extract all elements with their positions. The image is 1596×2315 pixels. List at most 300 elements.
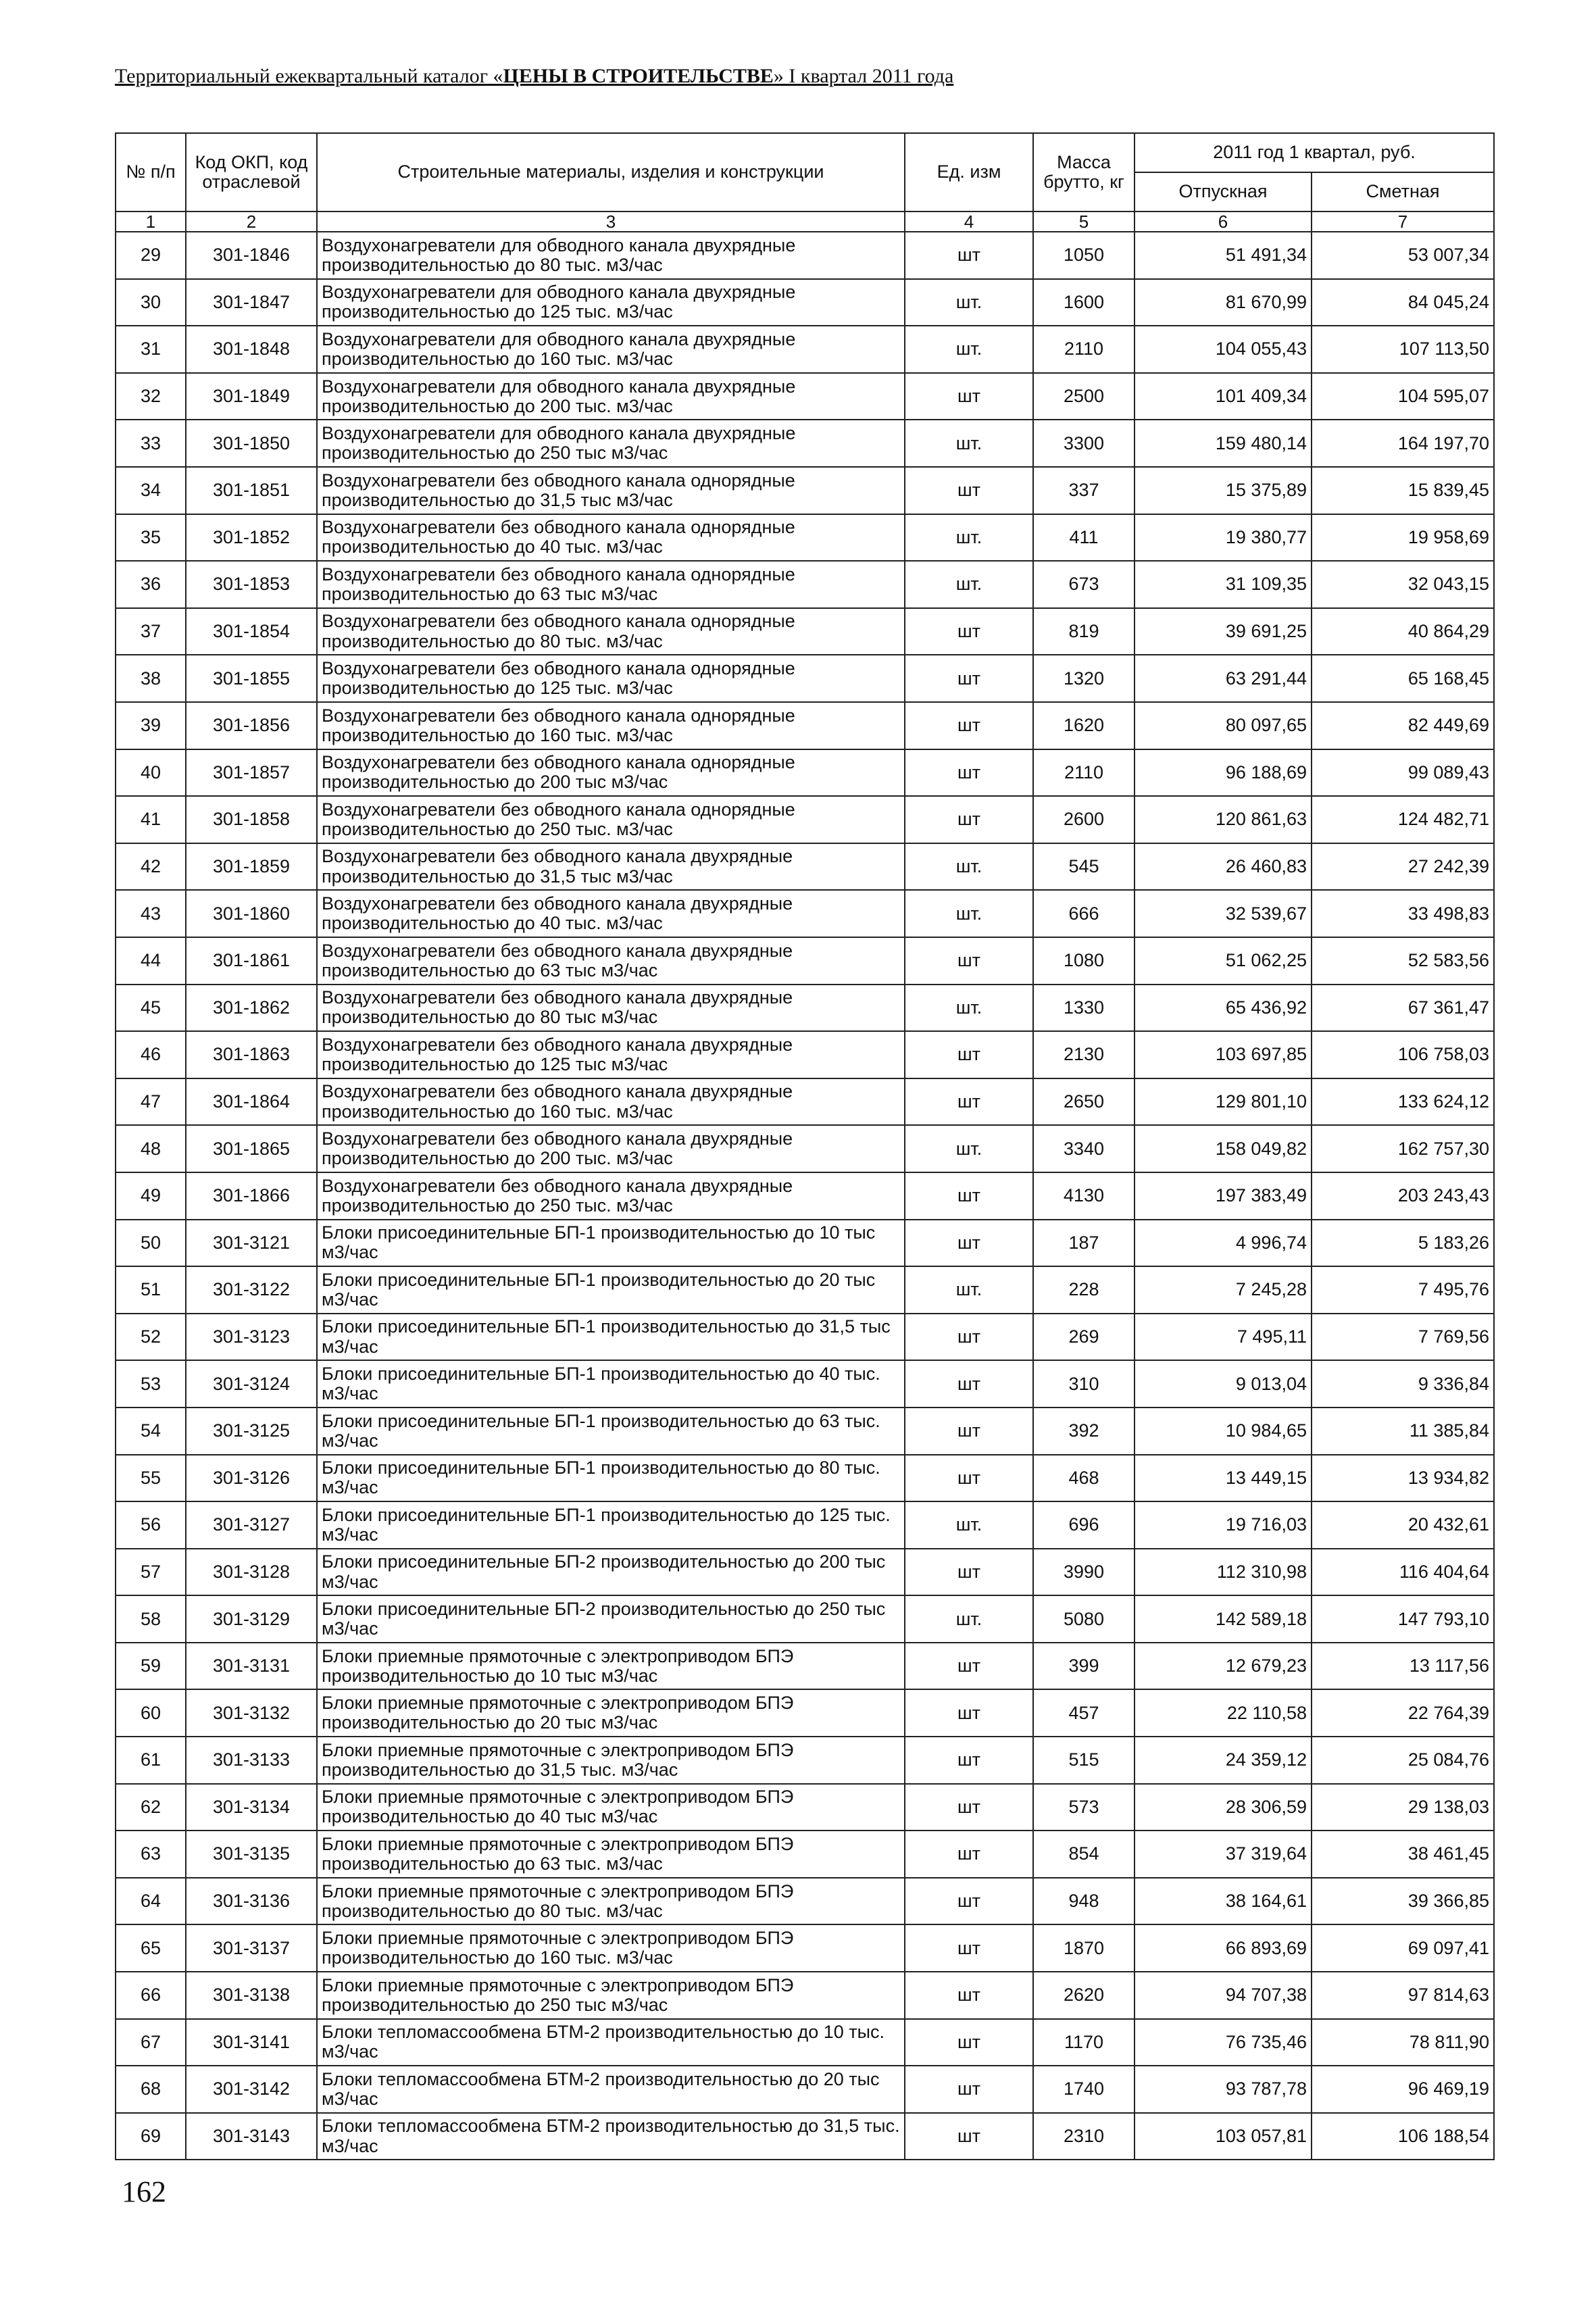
estimate-price: 20 432,61 <box>1312 1501 1494 1549</box>
item-name: Блоки приемные прямоточные с электроприводом БПЭ производительностью до 31,5 тыс. м3/час <box>317 1737 905 1784</box>
estimate-price: 38 461,45 <box>1312 1831 1494 1878</box>
okp-code: 301-3143 <box>186 2113 317 2160</box>
col-header-unit: Ед. изм <box>905 133 1033 211</box>
row-number: 36 <box>116 561 186 608</box>
row-number: 35 <box>116 514 186 562</box>
row-number: 48 <box>116 1125 186 1172</box>
okp-code: 301-3138 <box>186 1972 317 2019</box>
table-row <box>116 279 1494 326</box>
unit: шт <box>905 1924 1033 1972</box>
okp-code: 301-1853 <box>186 561 317 608</box>
item-name: Блоки присоединительные БП-2 производительностью до 250 тыс м3/час <box>317 1595 905 1643</box>
unit: шт <box>905 1549 1033 1596</box>
release-price: 129 801,10 <box>1134 1078 1312 1126</box>
release-price: 103 697,85 <box>1134 1031 1312 1078</box>
okp-code: 301-3127 <box>186 1501 317 1549</box>
estimate-price: 107 113,50 <box>1312 326 1494 373</box>
table-row <box>116 608 1494 655</box>
unit: шт. <box>905 985 1033 1032</box>
estimate-price: 19 958,69 <box>1312 514 1494 562</box>
table-body <box>116 232 1494 2160</box>
unit: шт <box>905 1031 1033 1078</box>
gross-mass: 468 <box>1033 1455 1134 1502</box>
okp-code: 301-3121 <box>186 1220 317 1267</box>
item-name: Воздухонагреватели без обводного канала двухрядные производительностью до 250 тыс. м3/час <box>317 1172 905 1220</box>
release-price: 19 380,77 <box>1134 514 1312 562</box>
item-name: Воздухонагреватели без обводного канала двухрядные производительностью до 31,5 тыс м3/час <box>317 843 905 891</box>
estimate-price: 116 404,64 <box>1312 1549 1494 1596</box>
table-row <box>116 1172 1494 1220</box>
unit: шт <box>905 796 1033 843</box>
colnum: 1 <box>116 211 186 232</box>
unit: шт <box>905 2019 1033 2066</box>
row-number: 61 <box>116 1737 186 1784</box>
release-price: 12 679,23 <box>1134 1643 1312 1690</box>
col-header-mass: Масса брутто, кг <box>1033 133 1134 211</box>
row-number: 53 <box>116 1360 186 1408</box>
table-row <box>116 1643 1494 1690</box>
item-name: Воздухонагреватели без обводного канала однорядные производительностью до 40 тыс. м3/час <box>317 514 905 562</box>
unit: шт <box>905 467 1033 514</box>
release-price: 7 245,28 <box>1134 1266 1312 1314</box>
estimate-price: 104 595,07 <box>1312 373 1494 420</box>
page-header <box>115 65 1095 88</box>
row-number: 41 <box>116 796 186 843</box>
estimate-price: 15 839,45 <box>1312 467 1494 514</box>
release-price: 22 110,58 <box>1134 1689 1312 1737</box>
table-row <box>116 655 1494 702</box>
okp-code: 301-3142 <box>186 2066 317 2113</box>
okp-code: 301-3136 <box>186 1878 317 1925</box>
table-row <box>116 1924 1494 1972</box>
table-row <box>116 843 1494 891</box>
okp-code: 301-1857 <box>186 749 317 797</box>
okp-code: 301-1866 <box>186 1172 317 1220</box>
item-name: Воздухонагреватели без обводного канала двухрядные производительностью до 80 тыс м3/час <box>317 985 905 1032</box>
gross-mass: 2650 <box>1033 1078 1134 1126</box>
table-row <box>116 1220 1494 1267</box>
okp-code: 301-1852 <box>186 514 317 562</box>
table-row <box>116 1831 1494 1878</box>
unit: шт <box>905 1220 1033 1267</box>
unit: шт <box>905 1408 1033 1455</box>
row-number: 52 <box>116 1314 186 1361</box>
unit: шт <box>905 749 1033 797</box>
item-name: Блоки приемные прямоточные с электроприводом БПЭ производительностью до 160 тыс. м3/час <box>317 1924 905 1972</box>
release-price: 197 383,49 <box>1134 1172 1312 1220</box>
estimate-price: 29 138,03 <box>1312 1784 1494 1831</box>
estimate-price: 11 385,84 <box>1312 1408 1494 1455</box>
row-number: 60 <box>116 1689 186 1737</box>
estimate-price: 164 197,70 <box>1312 420 1494 467</box>
okp-code: 301-1855 <box>186 655 317 702</box>
unit: шт <box>905 1360 1033 1408</box>
table-row <box>116 890 1494 937</box>
item-name: Блоки присоединительные БП-1 производительностью до 10 тыс м3/час <box>317 1220 905 1267</box>
gross-mass: 1170 <box>1033 2019 1134 2066</box>
release-price: 51 062,25 <box>1134 937 1312 985</box>
release-price: 9 013,04 <box>1134 1360 1312 1408</box>
okp-code: 301-1865 <box>186 1125 317 1172</box>
estimate-price: 133 624,12 <box>1312 1078 1494 1126</box>
row-number: 42 <box>116 843 186 891</box>
table-row <box>116 1501 1494 1549</box>
gross-mass: 3300 <box>1033 420 1134 467</box>
colnum: 2 <box>186 211 317 232</box>
estimate-price: 7 769,56 <box>1312 1314 1494 1361</box>
release-price: 120 861,63 <box>1134 796 1312 843</box>
item-name: Блоки приемные прямоточные с электроприводом БПЭ производительностью до 80 тыс. м3/час <box>317 1878 905 1925</box>
release-price: 15 375,89 <box>1134 467 1312 514</box>
table-row <box>116 796 1494 843</box>
row-number: 32 <box>116 373 186 420</box>
unit: шт <box>905 1314 1033 1361</box>
estimate-price: 53 007,34 <box>1312 232 1494 279</box>
gross-mass: 854 <box>1033 1831 1134 1878</box>
release-price: 80 097,65 <box>1134 702 1312 749</box>
unit: шт <box>905 1784 1033 1831</box>
gross-mass: 1320 <box>1033 655 1134 702</box>
col-header-name: Строительные материалы, изделия и конструкции <box>317 133 905 211</box>
release-price: 76 735,46 <box>1134 2019 1312 2066</box>
colnum: 3 <box>317 211 905 232</box>
unit: шт <box>905 2113 1033 2160</box>
table-row <box>116 326 1494 373</box>
okp-code: 301-1850 <box>186 420 317 467</box>
okp-code: 301-3128 <box>186 1549 317 1596</box>
okp-code: 301-3131 <box>186 1643 317 1690</box>
item-name: Блоки присоединительные БП-2 производительностью до 200 тыс м3/час <box>317 1549 905 1596</box>
release-price: 38 164,61 <box>1134 1878 1312 1925</box>
okp-code: 301-1856 <box>186 702 317 749</box>
item-name: Блоки присоединительные БП-1 производительностью до 20 тыс м3/час <box>317 1266 905 1314</box>
release-price: 39 691,25 <box>1134 608 1312 655</box>
okp-code: 301-3122 <box>186 1266 317 1314</box>
table-row <box>116 937 1494 985</box>
release-price: 142 589,18 <box>1134 1595 1312 1643</box>
release-price: 112 310,98 <box>1134 1549 1312 1596</box>
gross-mass: 1620 <box>1033 702 1134 749</box>
item-name: Блоки приемные прямоточные с электроприводом БПЭ производительностью до 63 тыс. м3/час <box>317 1831 905 1878</box>
release-price: 101 409,34 <box>1134 373 1312 420</box>
item-name: Воздухонагреватели без обводного канала двухрядные производительностью до 200 тыс. м3/час <box>317 1125 905 1172</box>
estimate-price: 27 242,39 <box>1312 843 1494 891</box>
item-name: Блоки приемные прямоточные с электроприводом БПЭ производительностью до 20 тыс м3/час <box>317 1689 905 1737</box>
row-number: 67 <box>116 2019 186 2066</box>
okp-code: 301-1860 <box>186 890 317 937</box>
row-number: 31 <box>116 326 186 373</box>
release-price: 7 495,11 <box>1134 1314 1312 1361</box>
gross-mass: 187 <box>1033 1220 1134 1267</box>
col-header-price-group: 2011 год 1 квартал, руб. <box>1134 133 1494 172</box>
gross-mass: 269 <box>1033 1314 1134 1361</box>
table-row <box>116 467 1494 514</box>
item-name: Блоки тепломассообмена БТМ-2 производительностью до 31,5 тыс. м3/час <box>317 2113 905 2160</box>
unit: шт <box>905 608 1033 655</box>
table-row <box>116 1031 1494 1078</box>
table-row <box>116 373 1494 420</box>
gross-mass: 411 <box>1033 514 1134 562</box>
row-number: 59 <box>116 1643 186 1690</box>
price-table <box>115 132 1495 2160</box>
row-number: 44 <box>116 937 186 985</box>
colnum: 7 <box>1312 211 1494 232</box>
item-name: Воздухонагреватели для обводного канала двухрядные производительностью до 250 тыс м3/час <box>317 420 905 467</box>
gross-mass: 392 <box>1033 1408 1134 1455</box>
okp-code: 301-3135 <box>186 1831 317 1878</box>
release-price: 32 539,67 <box>1134 890 1312 937</box>
table-row <box>116 1549 1494 1596</box>
gross-mass: 2110 <box>1033 326 1134 373</box>
header-prefix: Территориальный ежеквартальный каталог « <box>115 65 503 87</box>
unit: шт. <box>905 514 1033 562</box>
release-price: 31 109,35 <box>1134 561 1312 608</box>
unit: шт. <box>905 1595 1033 1643</box>
release-price: 13 449,15 <box>1134 1455 1312 1502</box>
gross-mass: 515 <box>1033 1737 1134 1784</box>
okp-code: 301-3133 <box>186 1737 317 1784</box>
gross-mass: 1330 <box>1033 985 1134 1032</box>
item-name: Блоки присоединительные БП-1 производительностью до 40 тыс. м3/час <box>317 1360 905 1408</box>
row-number: 39 <box>116 702 186 749</box>
item-name: Воздухонагреватели без обводного канала двухрядные производительностью до 160 тыс. м3/час <box>317 1078 905 1126</box>
okp-code: 301-3137 <box>186 1924 317 1972</box>
item-name: Воздухонагреватели без обводного канала двухрядные производительностью до 40 тыс. м3/час <box>317 890 905 937</box>
gross-mass: 673 <box>1033 561 1134 608</box>
row-number: 38 <box>116 655 186 702</box>
okp-code: 301-3141 <box>186 2019 317 2066</box>
item-name: Воздухонагреватели без обводного канала двухрядные производительностью до 63 тыс м3/час <box>317 937 905 985</box>
item-name: Воздухонагреватели для обводного канала двухрядные производительностью до 80 тыс. м3/час <box>317 232 905 279</box>
unit: шт. <box>905 420 1033 467</box>
row-number: 57 <box>116 1549 186 1596</box>
row-number: 68 <box>116 2066 186 2113</box>
estimate-price: 5 183,26 <box>1312 1220 1494 1267</box>
colnum: 5 <box>1033 211 1134 232</box>
table-row <box>116 1737 1494 1784</box>
row-number: 37 <box>116 608 186 655</box>
okp-code: 301-1851 <box>186 467 317 514</box>
unit: шт <box>905 1643 1033 1690</box>
item-name: Блоки присоединительные БП-1 производительностью до 63 тыс. м3/час <box>317 1408 905 1455</box>
unit: шт <box>905 1078 1033 1126</box>
table-row <box>116 1595 1494 1643</box>
col-header-estimate: Сметная <box>1312 172 1494 211</box>
row-number: 33 <box>116 420 186 467</box>
okp-code: 301-3126 <box>186 1455 317 1502</box>
table-row <box>116 1972 1494 2019</box>
estimate-price: 84 045,24 <box>1312 279 1494 326</box>
release-price: 103 057,81 <box>1134 2113 1312 2160</box>
estimate-price: 82 449,69 <box>1312 702 1494 749</box>
estimate-price: 65 168,45 <box>1312 655 1494 702</box>
estimate-price: 25 084,76 <box>1312 1737 1494 1784</box>
release-price: 93 787,78 <box>1134 2066 1312 2113</box>
row-number: 43 <box>116 890 186 937</box>
release-price: 37 319,64 <box>1134 1831 1312 1878</box>
gross-mass: 228 <box>1033 1266 1134 1314</box>
row-number: 49 <box>116 1172 186 1220</box>
release-price: 104 055,43 <box>1134 326 1312 373</box>
release-price: 28 306,59 <box>1134 1784 1312 1831</box>
estimate-price: 99 089,43 <box>1312 749 1494 797</box>
okp-code: 301-1859 <box>186 843 317 891</box>
unit: шт <box>905 937 1033 985</box>
row-number: 65 <box>116 1924 186 1972</box>
item-name: Воздухонагреватели без обводного канала однорядные производительностью до 250 тыс. м3/час <box>317 796 905 843</box>
col-header-code: Код ОКП, код отраслевой <box>186 133 317 211</box>
gross-mass: 666 <box>1033 890 1134 937</box>
header-suffix: » I квартал 2011 года <box>773 65 954 87</box>
row-number: 56 <box>116 1501 186 1549</box>
column-numbers-row <box>116 211 1494 232</box>
estimate-price: 13 117,56 <box>1312 1643 1494 1690</box>
release-price: 19 716,03 <box>1134 1501 1312 1549</box>
okp-code: 301-1863 <box>186 1031 317 1078</box>
table-row <box>116 2066 1494 2113</box>
unit: шт. <box>905 843 1033 891</box>
release-price: 24 359,12 <box>1134 1737 1312 1784</box>
unit: шт <box>905 1972 1033 2019</box>
okp-code: 301-3132 <box>186 1689 317 1737</box>
estimate-price: 96 469,19 <box>1312 2066 1494 2113</box>
item-name: Воздухонагреватели без обводного канала однорядные производительностью до 200 тыс м3/час <box>317 749 905 797</box>
estimate-price: 9 336,84 <box>1312 1360 1494 1408</box>
row-number: 62 <box>116 1784 186 1831</box>
item-name: Блоки присоединительные БП-1 производительностью до 31,5 тыс м3/час <box>317 1314 905 1361</box>
gross-mass: 3990 <box>1033 1549 1134 1596</box>
row-number: 69 <box>116 2113 186 2160</box>
unit: шт. <box>905 1266 1033 1314</box>
okp-code: 301-1846 <box>186 232 317 279</box>
estimate-price: 32 043,15 <box>1312 561 1494 608</box>
estimate-price: 13 934,82 <box>1312 1455 1494 1502</box>
okp-code: 301-1858 <box>186 796 317 843</box>
estimate-price: 22 764,39 <box>1312 1689 1494 1737</box>
table-row <box>116 1408 1494 1455</box>
okp-code: 301-3125 <box>186 1408 317 1455</box>
item-name: Воздухонагреватели без обводного канала однорядные производительностью до 63 тыс м3/час <box>317 561 905 608</box>
row-number: 45 <box>116 985 186 1032</box>
okp-code: 301-3129 <box>186 1595 317 1643</box>
item-name: Воздухонагреватели без обводного канала однорядные производительностью до 31,5 тыс м3/час <box>317 467 905 514</box>
unit: шт <box>905 655 1033 702</box>
okp-code: 301-3134 <box>186 1784 317 1831</box>
estimate-price: 78 811,90 <box>1312 2019 1494 2066</box>
gross-mass: 2130 <box>1033 1031 1134 1078</box>
okp-code: 301-1847 <box>186 279 317 326</box>
table-row <box>116 1689 1494 1737</box>
row-number: 46 <box>116 1031 186 1078</box>
item-name: Блоки приемные прямоточные с электроприводом БПЭ производительностью до 10 тыс м3/час <box>317 1643 905 1690</box>
estimate-price: 52 583,56 <box>1312 937 1494 985</box>
item-name: Воздухонагреватели для обводного канала двухрядные производительностью до 200 тыс. м3/час <box>317 373 905 420</box>
gross-mass: 819 <box>1033 608 1134 655</box>
release-price: 63 291,44 <box>1134 655 1312 702</box>
gross-mass: 337 <box>1033 467 1134 514</box>
release-price: 158 049,82 <box>1134 1125 1312 1172</box>
gross-mass: 399 <box>1033 1643 1134 1690</box>
okp-code: 301-1861 <box>186 937 317 985</box>
unit: шт <box>905 2066 1033 2113</box>
row-number: 29 <box>116 232 186 279</box>
release-price: 51 491,34 <box>1134 232 1312 279</box>
item-name: Блоки приемные прямоточные с электроприводом БПЭ производительностью до 40 тыс м3/час <box>317 1784 905 1831</box>
item-name: Воздухонагреватели для обводного канала двухрядные производительностью до 125 тыс. м3/час <box>317 279 905 326</box>
okp-code: 301-1854 <box>186 608 317 655</box>
release-price: 4 996,74 <box>1134 1220 1312 1267</box>
unit: шт. <box>905 326 1033 373</box>
gross-mass: 2600 <box>1033 796 1134 843</box>
unit: шт. <box>905 1125 1033 1172</box>
table-row <box>116 2019 1494 2066</box>
unit: шт <box>905 1737 1033 1784</box>
gross-mass: 1600 <box>1033 279 1134 326</box>
unit: шт. <box>905 890 1033 937</box>
gross-mass: 1050 <box>1033 232 1134 279</box>
gross-mass: 2500 <box>1033 373 1134 420</box>
table-row <box>116 420 1494 467</box>
gross-mass: 5080 <box>1033 1595 1134 1643</box>
okp-code: 301-1849 <box>186 373 317 420</box>
table-row <box>116 1784 1494 1831</box>
row-number: 66 <box>116 1972 186 2019</box>
row-number: 40 <box>116 749 186 797</box>
gross-mass: 948 <box>1033 1878 1134 1925</box>
unit: шт <box>905 702 1033 749</box>
okp-code: 301-1848 <box>186 326 317 373</box>
row-number: 30 <box>116 279 186 326</box>
table-row <box>116 2113 1494 2160</box>
item-name: Блоки тепломассообмена БТМ-2 производительностью до 20 тыс м3/час <box>317 2066 905 2113</box>
colnum: 6 <box>1134 211 1312 232</box>
item-name: Воздухонагреватели для обводного канала двухрядные производительностью до 160 тыс. м3/час <box>317 326 905 373</box>
item-name: Воздухонагреватели без обводного канала двухрядные производительностью до 125 тыс м3/час <box>317 1031 905 1078</box>
gross-mass: 1080 <box>1033 937 1134 985</box>
gross-mass: 2110 <box>1033 749 1134 797</box>
gross-mass: 1870 <box>1033 1924 1134 1972</box>
unit: шт. <box>905 561 1033 608</box>
estimate-price: 147 793,10 <box>1312 1595 1494 1643</box>
gross-mass: 2310 <box>1033 2113 1134 2160</box>
row-number: 64 <box>116 1878 186 1925</box>
gross-mass: 3340 <box>1033 1125 1134 1172</box>
row-number: 47 <box>116 1078 186 1126</box>
unit: шт <box>905 1831 1033 1878</box>
item-name: Воздухонагреватели без обводного канала однорядные производительностью до 160 тыс. м3/час <box>317 702 905 749</box>
table-row <box>116 1878 1494 1925</box>
okp-code: 301-1862 <box>186 985 317 1032</box>
unit: шт <box>905 373 1033 420</box>
okp-code: 301-1864 <box>186 1078 317 1126</box>
unit: шт. <box>905 279 1033 326</box>
table-row <box>116 985 1494 1032</box>
unit: шт <box>905 1455 1033 1502</box>
estimate-price: 7 495,76 <box>1312 1266 1494 1314</box>
release-price: 10 984,65 <box>1134 1408 1312 1455</box>
row-number: 58 <box>116 1595 186 1643</box>
item-name: Воздухонагреватели без обводного канала однорядные производительностью до 80 тыс. м3/час <box>317 608 905 655</box>
gross-mass: 2620 <box>1033 1972 1134 2019</box>
col-header-release: Отпускная <box>1134 172 1312 211</box>
table-row <box>116 1266 1494 1314</box>
table-row <box>116 749 1494 797</box>
gross-mass: 573 <box>1033 1784 1134 1831</box>
estimate-price: 39 366,85 <box>1312 1878 1494 1925</box>
row-number: 50 <box>116 1220 186 1267</box>
estimate-price: 69 097,41 <box>1312 1924 1494 1972</box>
table-row <box>116 702 1494 749</box>
